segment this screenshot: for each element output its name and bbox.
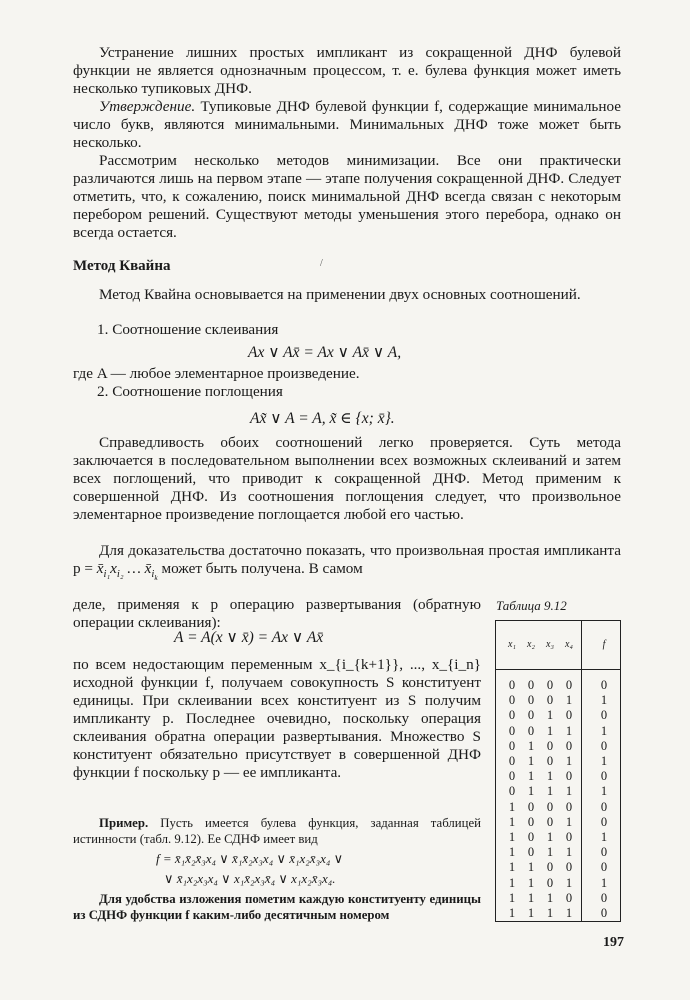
- table-cell: 0: [527, 678, 535, 692]
- table-divider: [581, 621, 582, 921]
- table-cell: 1: [565, 784, 573, 799]
- table-cell: 1: [527, 784, 535, 799]
- table-cell: 1: [527, 754, 535, 768]
- table-cell: 1: [546, 845, 554, 860]
- table-cell: 0: [508, 784, 516, 799]
- table-cell: 0: [600, 708, 608, 723]
- table-cell: 1: [508, 814, 516, 829]
- table-cell: 1: [527, 875, 535, 890]
- scan-mark: /: [320, 258, 323, 269]
- table-cell: 1: [546, 708, 554, 723]
- table-cell: 0: [527, 799, 535, 814]
- table-cell: 1: [565, 906, 573, 920]
- table-cell: 0: [565, 678, 573, 692]
- paragraph-numbering: Для удобства изложения пометим каждую конституенту единицы из СДНФ функции f каким-либо десятичным номером: [73, 892, 481, 922]
- table-cell: 0: [546, 814, 554, 829]
- table-cell: 1: [600, 830, 608, 844]
- table-cell: 1: [527, 769, 535, 784]
- table-cell: 1: [600, 784, 608, 799]
- formula-gluing: Ax ∨ Ax̄ = Ax ∨ Ax̄ ∨ A,: [248, 344, 402, 361]
- table-cell: 1: [565, 693, 573, 708]
- table-cell: 1: [527, 860, 535, 875]
- table-header-rule: [495, 669, 621, 670]
- table-cell: 1: [600, 723, 608, 738]
- table-cell: 0: [508, 708, 516, 723]
- table-cell: 1: [565, 814, 573, 829]
- table-cell: 0: [600, 860, 608, 875]
- table-border-right: [620, 621, 621, 921]
- paragraph-proof: Для доказательства достаточно показать, что произвольная простая импликанта $p = x̄_{i_1}x_{i_2}$ … $x̄_{i_k}$ может быть получена. В самом: [73, 542, 621, 583]
- table-cell: 1: [508, 830, 516, 844]
- formula-absorption: Ax̃ ∨ A = A, x̃ ∈ {x; x̄}.: [250, 410, 395, 427]
- table-cell: 0: [527, 830, 535, 844]
- table-cell: 0: [546, 799, 554, 814]
- table-cell: 1: [565, 754, 573, 768]
- table-cell: 0: [508, 693, 516, 708]
- table-cell: 1: [508, 906, 516, 920]
- table-cell: 0: [508, 754, 516, 768]
- table-cell: 0: [546, 678, 554, 692]
- table-cell: 0: [508, 738, 516, 753]
- table-caption: Таблица 9.12: [496, 598, 567, 613]
- table-cell: 0: [565, 860, 573, 875]
- table-cell: 1: [508, 799, 516, 814]
- table-cell: 0: [508, 678, 516, 692]
- table-cell: 0: [527, 708, 535, 723]
- table-cell: 0: [600, 814, 608, 829]
- table-cell: 1: [546, 906, 554, 920]
- table-cell: 0: [527, 693, 535, 708]
- table-cell: 1: [546, 784, 554, 799]
- table-cell: 0: [508, 769, 516, 784]
- table-cell: 0: [565, 830, 573, 844]
- table-cell: 1: [546, 723, 554, 738]
- table-cell: 1: [546, 769, 554, 784]
- table-cell: 1: [508, 890, 516, 905]
- table-cell: 0: [565, 708, 573, 723]
- table-cell: 1: [508, 845, 516, 860]
- table-cell: 0: [565, 799, 573, 814]
- table-cell: 1: [600, 875, 608, 890]
- table-header-cell: x₃: [546, 639, 554, 650]
- table-cell: 0: [546, 738, 554, 753]
- table-cell: 0: [565, 769, 573, 784]
- table-cell: 1: [527, 906, 535, 920]
- table-cell: 0: [600, 906, 608, 920]
- table-cell: 0: [527, 723, 535, 738]
- table-cell: 0: [546, 875, 554, 890]
- list-item-absorption: 2. Соотношение поглощения: [97, 383, 283, 400]
- table-cell: 1: [565, 845, 573, 860]
- truth-table: [495, 620, 621, 922]
- table-cell: 1: [527, 738, 535, 753]
- table-border-left: [495, 621, 496, 921]
- paragraph-statement: Утверждение. Тупиковые ДНФ булевой функции f, содержащие минимальное число букв, являются минимальными. Минимальных ДНФ тоже может быть несколько.: [73, 98, 621, 151]
- formula-unfold: A = A(x ∨ x̄) = Ax ∨ Ax̄: [174, 629, 324, 646]
- paragraph-quine-intro: Метод Квайна основывается на применении двух основных соотношений.: [99, 286, 581, 303]
- table-header-cell: x₂: [527, 639, 535, 650]
- table-cell: 0: [546, 860, 554, 875]
- paragraph-methods: Рассмотрим несколько методов минимизации. Все они практически различаются лишь на первом этапе — этапе получения сокращенной ДНФ. Следует отметить, что, к сожалению, поиск минимальной ДНФ всегда связан с некоторым перебором решений. Существуют методы уменьшения этого перебора, однако он всегда остается.: [73, 152, 621, 241]
- paragraph-proof-cont: деле, применяя к p операцию развертывания (обратную операции склеивания):: [73, 596, 481, 631]
- table-cell: 1: [527, 890, 535, 905]
- table-cell: 0: [600, 678, 608, 692]
- table-cell: 0: [600, 738, 608, 753]
- table-cell: 0: [565, 890, 573, 905]
- formula-sdnf-line1: f = x̄₁x̄₂x̄₃x₄ ∨ x̄₁x̄₂x₃x₄ ∨ x̄₁x₂x̄₃x₄ ∨: [156, 851, 344, 866]
- table-cell: 0: [508, 723, 516, 738]
- page-number: 197: [603, 935, 624, 950]
- table-cell: 1: [600, 693, 608, 708]
- table-cell: 1: [546, 830, 554, 844]
- table-cell: 0: [600, 799, 608, 814]
- paragraph-example: Пример. Пусть имеется булева функция, заданная таблицей истинности (табл. 9.12). Ее СДНФ имеет вид: [73, 816, 481, 846]
- formula-sdnf-line2: ∨ x̄₁x₂x₃x₄ ∨ x₁x̄₂x₃x̄₄ ∨ x₁x₂x̄₃x₄.: [164, 871, 336, 886]
- table-header-cell: f: [602, 639, 606, 650]
- table-cell: 1: [546, 890, 554, 905]
- table-cell: 0: [600, 769, 608, 784]
- table-cell: 0: [600, 845, 608, 860]
- table-cell: 1: [565, 875, 573, 890]
- table-header-cell: x₄: [565, 639, 573, 650]
- table-cell: 0: [527, 814, 535, 829]
- table-cell: 0: [546, 754, 554, 768]
- paragraph-validity: Справедливость обоих соотношений легко проверяется. Суть метода заключается в последовательном выполнении всех возможных склеиваний и затем всех поглощений, что приводит к сокращенной ДНФ. Метод применим к совершенной ДНФ. Из соотношения поглощения следует, что произвольное элементарное произведение поглощается любой его частью.: [73, 434, 621, 523]
- paragraph-intro: Устранение лишних простых импликант из сокращенной ДНФ булевой функции не является однозначным процессом, т. е. булева функция может иметь несколько тупиковых ДНФ.: [73, 44, 621, 97]
- table-cell: 0: [565, 738, 573, 753]
- table-cell: 1: [565, 723, 573, 738]
- table-cell: 0: [600, 890, 608, 905]
- table-cell: 1: [600, 754, 608, 768]
- table-header-cell: x₁: [508, 639, 516, 650]
- list-item-gluing: 1. Соотношение склеивания: [97, 321, 279, 338]
- table-cell: 1: [508, 875, 516, 890]
- table-cell: 1: [508, 860, 516, 875]
- table-cell: 0: [546, 693, 554, 708]
- paragraph-constituents: по всем недостающим переменным x_{i_{k+1}}, ..., x_{i_n} исходной функции f, получаем совокупность S конституент единицы. При склеивании всех конституент из S получим импликанту p. Последнее очевидно, поскольку операция склеивания обратна операции развертывания. Множество S конституент обязательно присутствует в совершенной ДНФ функции f поскольку p — ее импликанта.: [73, 656, 481, 781]
- paragraph-where: где A — любое элементарное произведение.: [73, 365, 360, 382]
- section-heading: Метод Квайна: [73, 258, 171, 274]
- table-cell: 0: [527, 845, 535, 860]
